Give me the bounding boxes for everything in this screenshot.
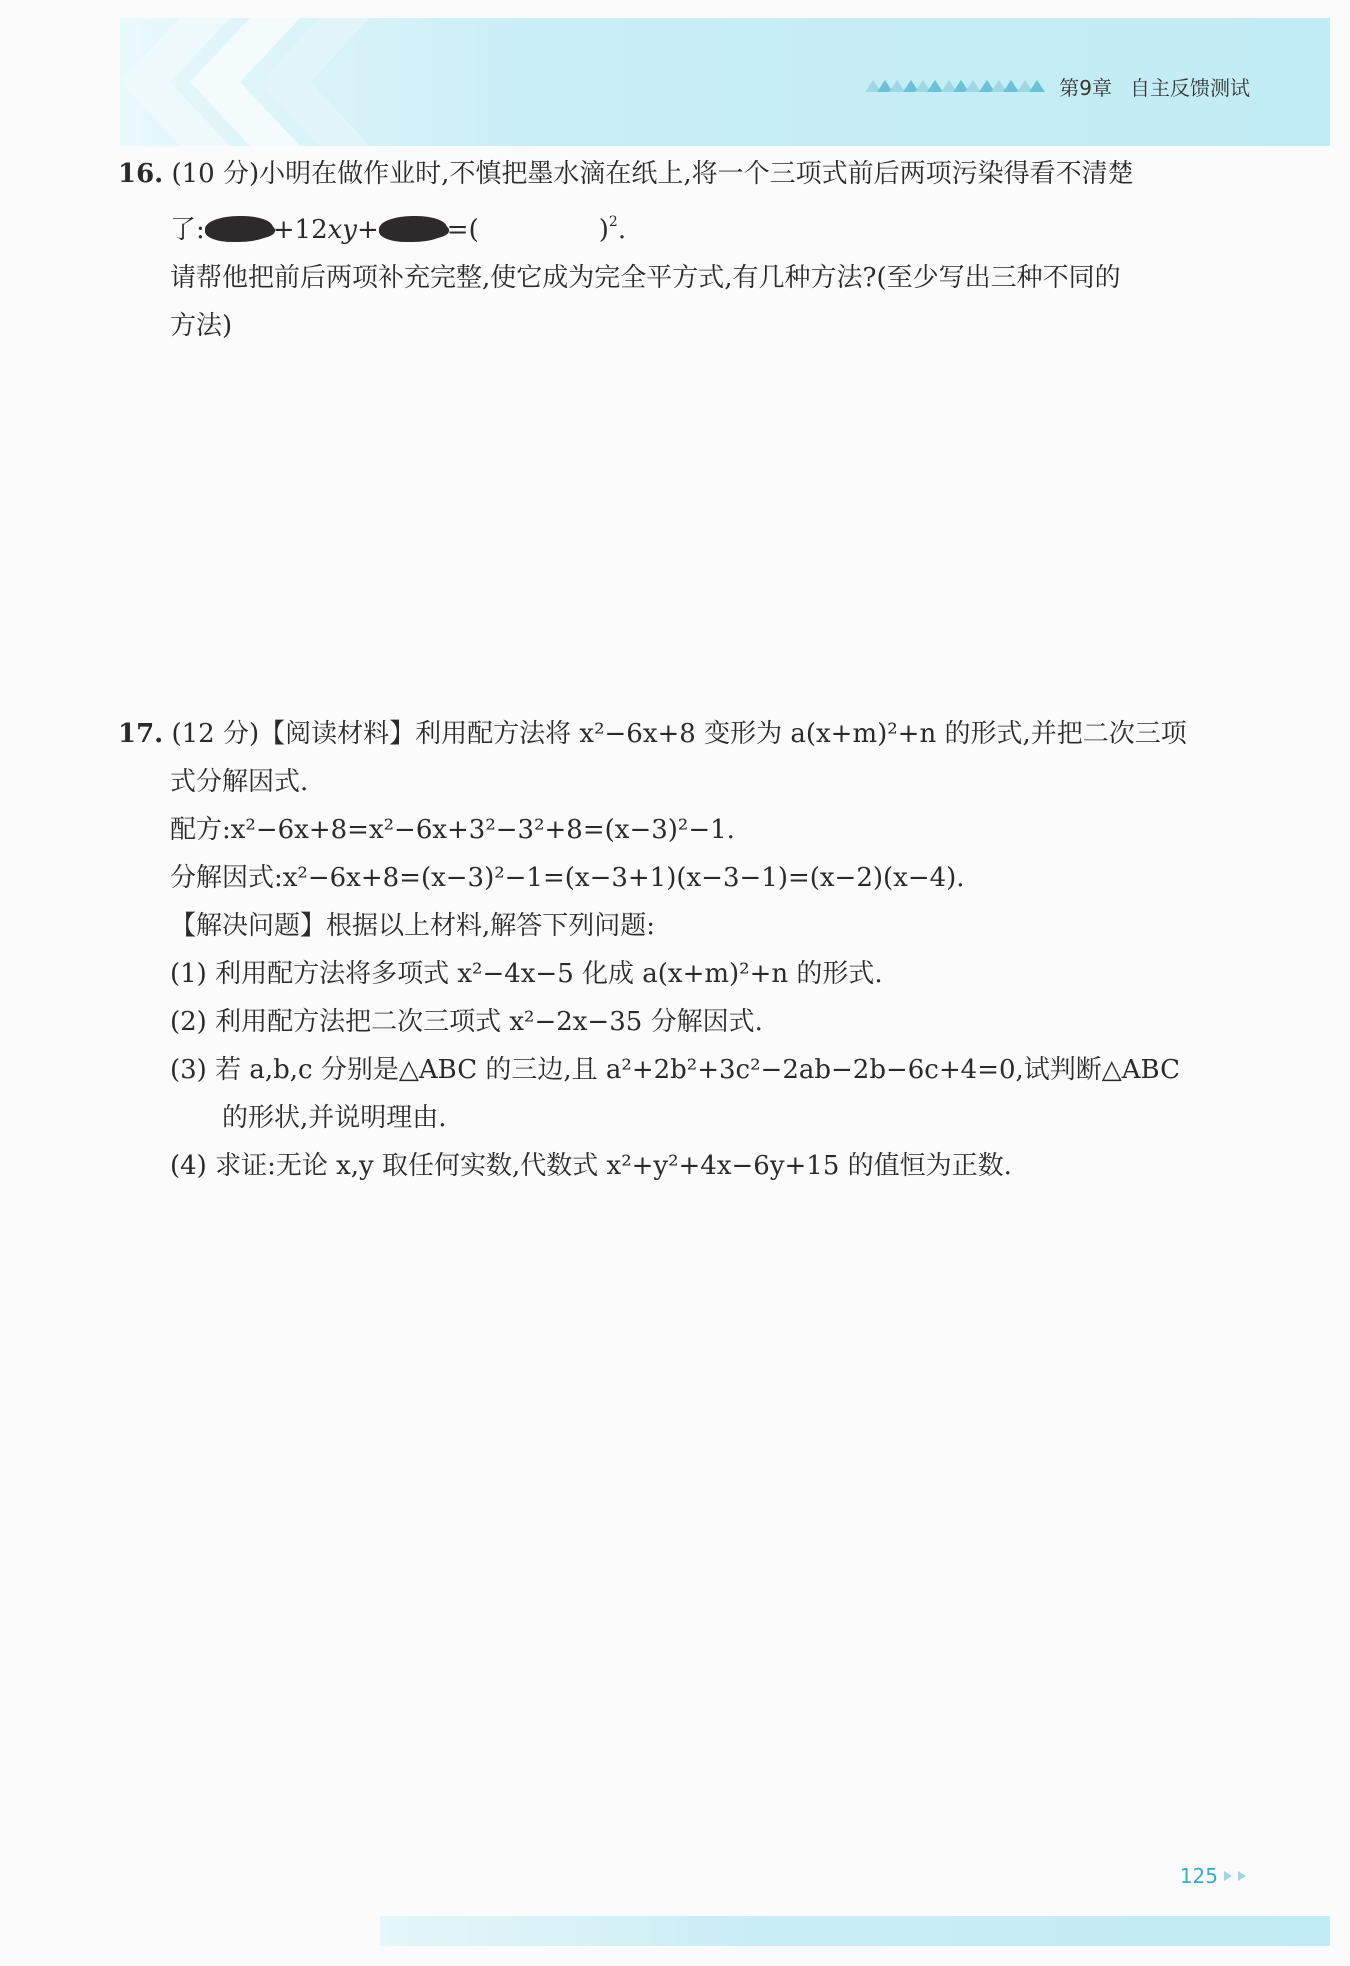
question-17 bbox=[118, 710, 1187, 1190]
question-score: (12 分) bbox=[171, 719, 260, 749]
ink-blot-icon bbox=[205, 216, 273, 242]
header-info bbox=[865, 70, 1250, 102]
question-16 bbox=[118, 150, 1134, 350]
question-text: 利用配方法将 x²−6x+8 变形为 a(x+m)²+n 的形式,并把二次三项 bbox=[415, 719, 1187, 749]
arrow-icon bbox=[1238, 1871, 1246, 1881]
sub-question-4: (4) 求证:无论 x,y 取任何实数,代数式 x²+y²+4x−6y+15 的值恒为正数. bbox=[170, 1151, 1012, 1181]
question-text: 请帮他把前后两项补充完整,使它成为完全平方式,有几种方法?(至少写出三种不同的 bbox=[170, 263, 1121, 293]
page-number: 125 bbox=[1180, 1864, 1246, 1888]
sub-question-3-cont: 的形状,并说明理由. bbox=[222, 1103, 447, 1133]
material-tag: 【阅读材料】 bbox=[259, 719, 416, 749]
problem-tag: 【解决问题】 bbox=[170, 911, 327, 941]
sub-question-1: (1) 利用配方法将多项式 x²−4x−5 化成 a(x+m)²+n 的形式. bbox=[170, 959, 883, 989]
mountain-triangles-icon bbox=[865, 80, 1041, 92]
sub-question-2: (2) 利用配方法把二次三项式 x²−2x−35 分解因式. bbox=[170, 1007, 763, 1037]
question-text: 式分解因式. bbox=[170, 767, 309, 797]
question-text: 小明在做作业时,不慎把墨水滴在纸上,将一个三项式前后两项污染得看不清楚 bbox=[259, 159, 1134, 189]
section-title: 自主反馈测试 bbox=[1130, 75, 1250, 100]
chevron-decoration-icon bbox=[260, 18, 440, 146]
question-text: 方法) bbox=[170, 311, 233, 341]
question-number: 17. bbox=[118, 719, 164, 749]
sub-question-3: (3) 若 a,b,c 分别是△ABC 的三边,且 a²+2b²+3c²−2ab−2b−6c+4=0,试判断△ABC bbox=[170, 1055, 1181, 1085]
question-number: 16. bbox=[118, 159, 164, 189]
question-score: (10 分) bbox=[171, 159, 260, 189]
footer-band bbox=[380, 1916, 1330, 1946]
question-expression: 了: +12xy+ =( )$^2$. bbox=[170, 214, 627, 245]
chapter-label: 第9章 bbox=[1059, 75, 1112, 100]
question-text: 根据以上材料,解答下列问题: bbox=[326, 911, 656, 941]
arrow-icon bbox=[1224, 1871, 1232, 1881]
completing-square-text: 配方:x²−6x+8=x²−6x+3²−3²+8=(x−3)²−1. bbox=[170, 815, 735, 845]
ink-blot-icon bbox=[379, 216, 447, 242]
factorization-text: 分解因式:x²−6x+8=(x−3)²−1=(x−3+1)(x−3−1)=(x−2)(x−4). bbox=[170, 863, 965, 893]
